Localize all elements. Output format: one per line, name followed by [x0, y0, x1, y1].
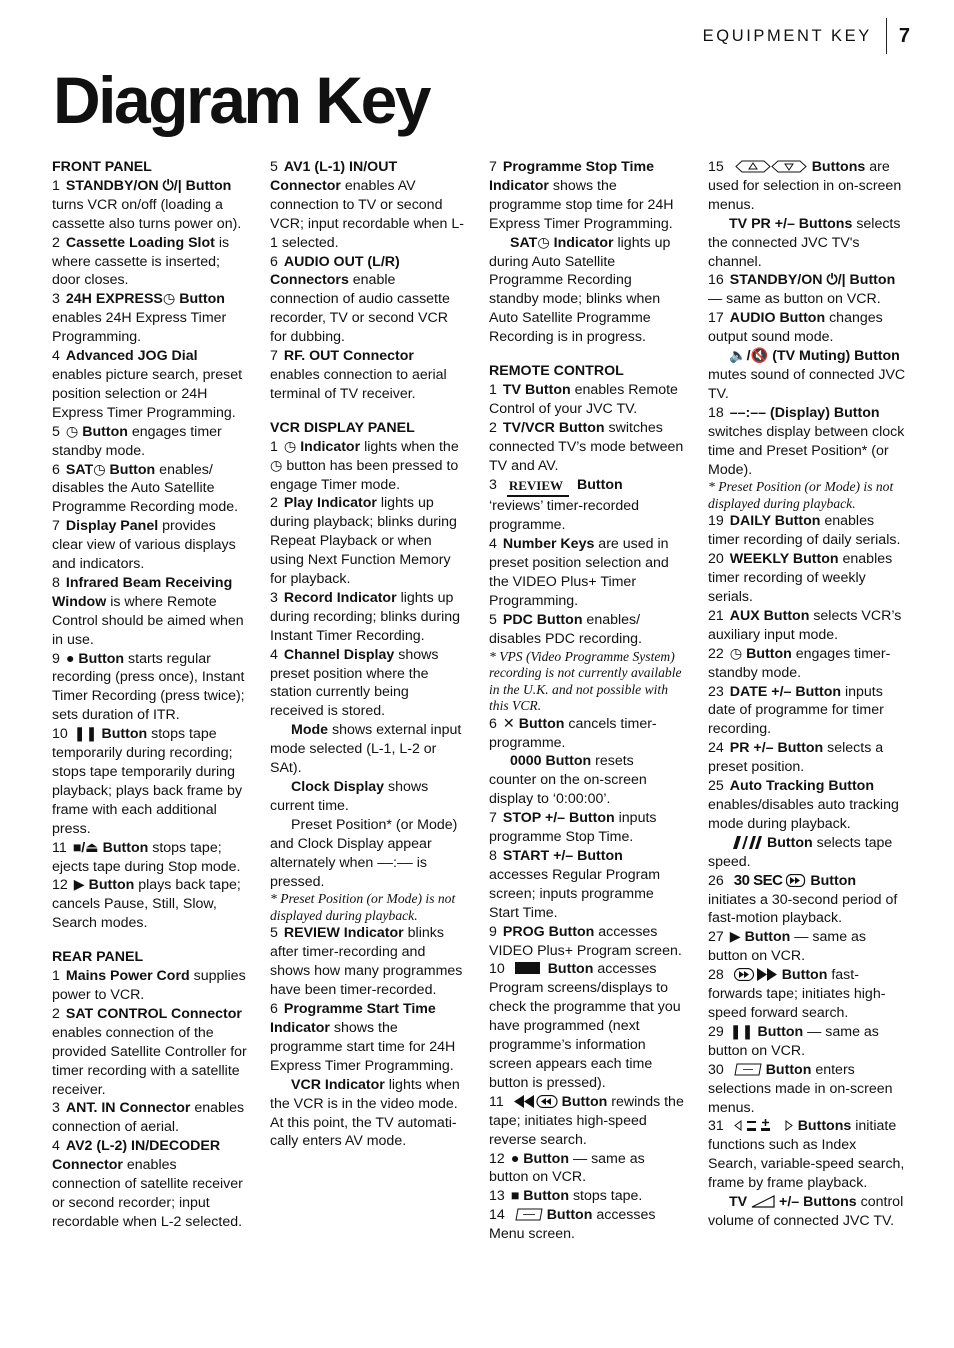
list-item: 15 Buttons are used for selection in on-screen menus. [708, 159, 902, 213]
tape-speed-icon [729, 836, 763, 849]
program-block-icon [515, 962, 540, 974]
up-down-select-icon [734, 160, 808, 173]
footnote: * Preset Position (or Mode) is not displayed during playback. [708, 479, 894, 511]
list-item: 26 30 SEC Button initiates a 30-second period of fast-motion playback. [708, 871, 898, 927]
list-item: 10 ❚❚ Button stops tape temporarily during recording; stops tape temporarily during playback; plays back frame by frame with each additional press. [52, 726, 243, 837]
volume-wedge-icon [751, 1195, 775, 1208]
list-item: 5 ◷ Button engages timer standby mode. [52, 423, 222, 459]
list-item: 8 Infrared Beam Receiving Window is where Remote Control should be aimed when in use. [52, 574, 244, 648]
list-item: 11 ■/⏏ Button stops tape; ejects tape during Stop mode. [52, 839, 241, 875]
footnote: * VPS (Video Programme System) recording is not currently available in the U.K. and not possible with this VCR. [489, 648, 682, 714]
list-item: 7 Display Panel provides clear view of various displays and indicators. [52, 518, 236, 573]
list-item: Preset Position* (or Mode) and Clock Display appear alternately when ––:–– is pressed. [270, 816, 458, 890]
list-item: 4 Number Keys are used in preset position selection and the VIDEO Plus+ Timer Programming. [489, 536, 669, 609]
list-item: 31 Buttons initiate functions such as Index Search, variable-speed search, frame by frame playback. [708, 1118, 905, 1192]
list-item: 27 ▶ Button — same as button on VCR. [708, 929, 867, 965]
list-item: 7 RF. OUT Connector enables connection to aerial terminal of TV receiver. [270, 348, 447, 402]
list-item: 14 Button accesses Menu screen. [489, 1207, 656, 1243]
list-item: 9 ● Button starts regular recording (press once), Instant Timer Recording (press twice); sets duration of ITR. [52, 650, 245, 724]
list-item: 6 Programme Start Time Indicator shows the programme start time for 24H Express Timer Programming. [270, 1001, 456, 1074]
list-item: 20 WEEKLY Button enables timer recording of weekly serials. [708, 551, 893, 606]
list-item: 8 START +/– Button accesses Regular Program screen; inputs programme Start Time. [489, 848, 661, 921]
list-item: 22 ◷ Button engages timer-standby mode. [708, 645, 891, 681]
front-panel-list [52, 177, 248, 933]
list-item: VCR Indicator lights when the VCR is in the video mode. At this point, the TV automati- cally enters AV mode. [270, 1076, 460, 1150]
page-title: Diagram Key [53, 63, 430, 137]
list-item: 4 AV2 (L-2) IN/DECODER Connector enables connection of satellite receiver or second recorder; input recordable when L-2 selected. [52, 1138, 243, 1230]
column-3 [489, 158, 685, 1244]
list-item: 6 SAT◷ Button enables/ disables the Auto Satellite Programme Recording mode. [52, 461, 239, 516]
shuttle-buttons-icon [734, 1119, 794, 1132]
list-item: 12 ● Button — same as button on VCR. [489, 1150, 645, 1186]
list-item: 5 AV1 (L-1) IN/OUT Connector enables AV connection to TV or second VCR; input recordable when L-1 selected. [270, 159, 464, 251]
list-item: 17 AUDIO Button changes output sound mode. [708, 310, 883, 346]
list-item: 2 TV/VCR Button switches connected TV’s mode between TV and AV. [489, 419, 684, 474]
list-item: 18 ––:–– (Display) Button switches display between clock time and Preset Position* (or Mode). [708, 404, 905, 478]
remote-control-heading: REMOTE CONTROL [489, 363, 624, 380]
list-item: 4 Channel Display shows preset position where the station currently being received is stored. [270, 646, 439, 720]
menu-button-icon [515, 1208, 543, 1221]
rear-panel-heading: REAR PANEL [52, 949, 144, 966]
list-item: 30 Button enters selections made in on-screen menus. [708, 1061, 893, 1116]
list-item: 6 ✕ Button cancels timer-programme. [489, 715, 657, 751]
list-item: 25 Auto Tracking Button enables/disables auto tracking mode during playback. [708, 778, 899, 832]
footnote: * Preset Position (or Mode) is not displayed during playback. [270, 891, 456, 923]
list-item: 2 Play Indicator lights up during playback; blinks during Repeat Playback or when using Next Function Memory for playback. [270, 495, 457, 588]
list-item: 5 PDC Button enables/ disables PDC recording. [489, 611, 642, 647]
review-logo-icon: REVIEW [507, 477, 569, 498]
list-item: 10 Button accesses Program screens/displays to check the programme that you have programmed (next programme’s information screen appears each time button is pressed). [489, 961, 681, 1091]
list-item: 3 ANT. IN Connector enables connection of aerial. [52, 1100, 245, 1136]
list-item: 29 ❚❚ Button — same as button on VCR. [708, 1023, 879, 1059]
list-item: 28 Button fast-forwards tape; initiates high-speed forward search. [708, 967, 886, 1021]
list-item: Clock Display shows current time. [270, 779, 429, 814]
list-item: SAT◷ Indicator lights up during Auto Satellite Programme Recording standby mode; blinks when Auto Satellite Programme Recording is in progress. [489, 234, 671, 346]
30-sec-logo: 30 SEC [733, 871, 783, 889]
list-item: TV +/– Buttons control volume of connected JVC TV. [708, 1194, 904, 1229]
page-header [703, 18, 910, 54]
list-item: 9 PROG Button accesses VIDEO Plus+ Program screen. [489, 923, 682, 959]
list-item: 3 24H EXPRESS◷ Button enables 24H Express Timer Programming. [52, 291, 227, 346]
list-item: 21 AUX Button selects VCR’s auxiliary input mode. [708, 607, 902, 643]
list-item: 4 Advanced JOG Dial enables picture search, preset position selection or 24H Express Timer Programming. [52, 348, 243, 421]
list-item: TV PR +/– Buttons selects the connected JVC TV's channel. [708, 215, 901, 270]
column-1 [52, 158, 248, 1232]
ok-button-icon [734, 1063, 762, 1076]
list-item: 7 STOP +/– Button inputs programme Stop Time. [489, 810, 657, 846]
list-item: 3 Record Indicator lights up during recording; blinks during Instant Timer Recording. [270, 589, 461, 644]
list-item: 3 REVIEW Button ‘reviews’ timer-recorded programme. [489, 476, 640, 534]
list-item: 🔈/🔇 (TV Muting) Button mutes sound of connected JVC TV. [708, 348, 906, 402]
list-item: 1 Mains Power Cord supplies power to VCR. [52, 968, 246, 1003]
vcr-display-heading: VCR DISPLAY PANEL [270, 419, 415, 436]
column-4 [708, 158, 906, 1231]
list-item: Mode shows external input mode selected (L-1, L-2 or SAt). [270, 722, 462, 777]
fast-forward-icon [734, 968, 778, 981]
list-item: 1 STANDBY/ON ⏻/| Button turns VCR on/off (loading a cassette also turns power on). [52, 177, 242, 232]
list-item: 16 STANDBY/ON ⏻/| Button — same as button on VCR. [708, 272, 896, 308]
list-item: 13 ■ Button stops tape. [489, 1188, 643, 1205]
list-item: 1 TV Button enables Remote Control of your JVC TV. [489, 381, 678, 417]
list-item: 19 DAILY Button enables timer recording of daily serials. [708, 513, 901, 549]
list-item: 5 REVIEW Indicator blinks after timer-recording and shows how many programmes have been timer-recorded. [270, 925, 463, 999]
section-title: EQUIPMENT KEY [702, 26, 872, 45]
list-item: 2 Cassette Loading Slot is where cassette is inserted; door closes. [52, 234, 230, 289]
list-item: 6 AUDIO OUT (L/R) Connectors enable connection of audio cassette recorder, TV or second VCR for dubbing. [270, 253, 450, 346]
column-2 [270, 158, 466, 1151]
list-item: 0000 Button resets counter on the on-screen display to ‘0:00:00’. [489, 753, 647, 808]
list-item: Button selects tape speed. [708, 834, 893, 870]
front-panel-heading: FRONT PANEL [52, 159, 152, 175]
list-item: 24 PR +/– Button selects a preset position. [708, 740, 884, 776]
rear-panel-list [52, 967, 248, 1232]
page-number: 7 [898, 24, 910, 47]
fast-forward-small-icon [786, 874, 806, 887]
rewind-icon [514, 1095, 558, 1108]
list-item: 7 Programme Stop Time Indicator shows the programme stop time for 24H Express Timer Programming. [489, 159, 674, 232]
list-item: 12 ▶ Button plays back tape; cancels Pause, Still, Slow, Search modes. [52, 877, 241, 932]
list-item: 2 SAT CONTROL Connector enables connection of the provided Satellite Controller for timer recording with a satellite receiver. [52, 1005, 247, 1098]
list-item: 11 Button rewinds the tape; initiates high-speed reverse search. [489, 1093, 684, 1148]
list-item: 23 DATE +/– Button inputs date of programme for timer recording. [708, 683, 884, 738]
list-item: 1 ◷ Indicator lights when the ◷ button has been pressed to engage Timer mode. [270, 438, 459, 493]
